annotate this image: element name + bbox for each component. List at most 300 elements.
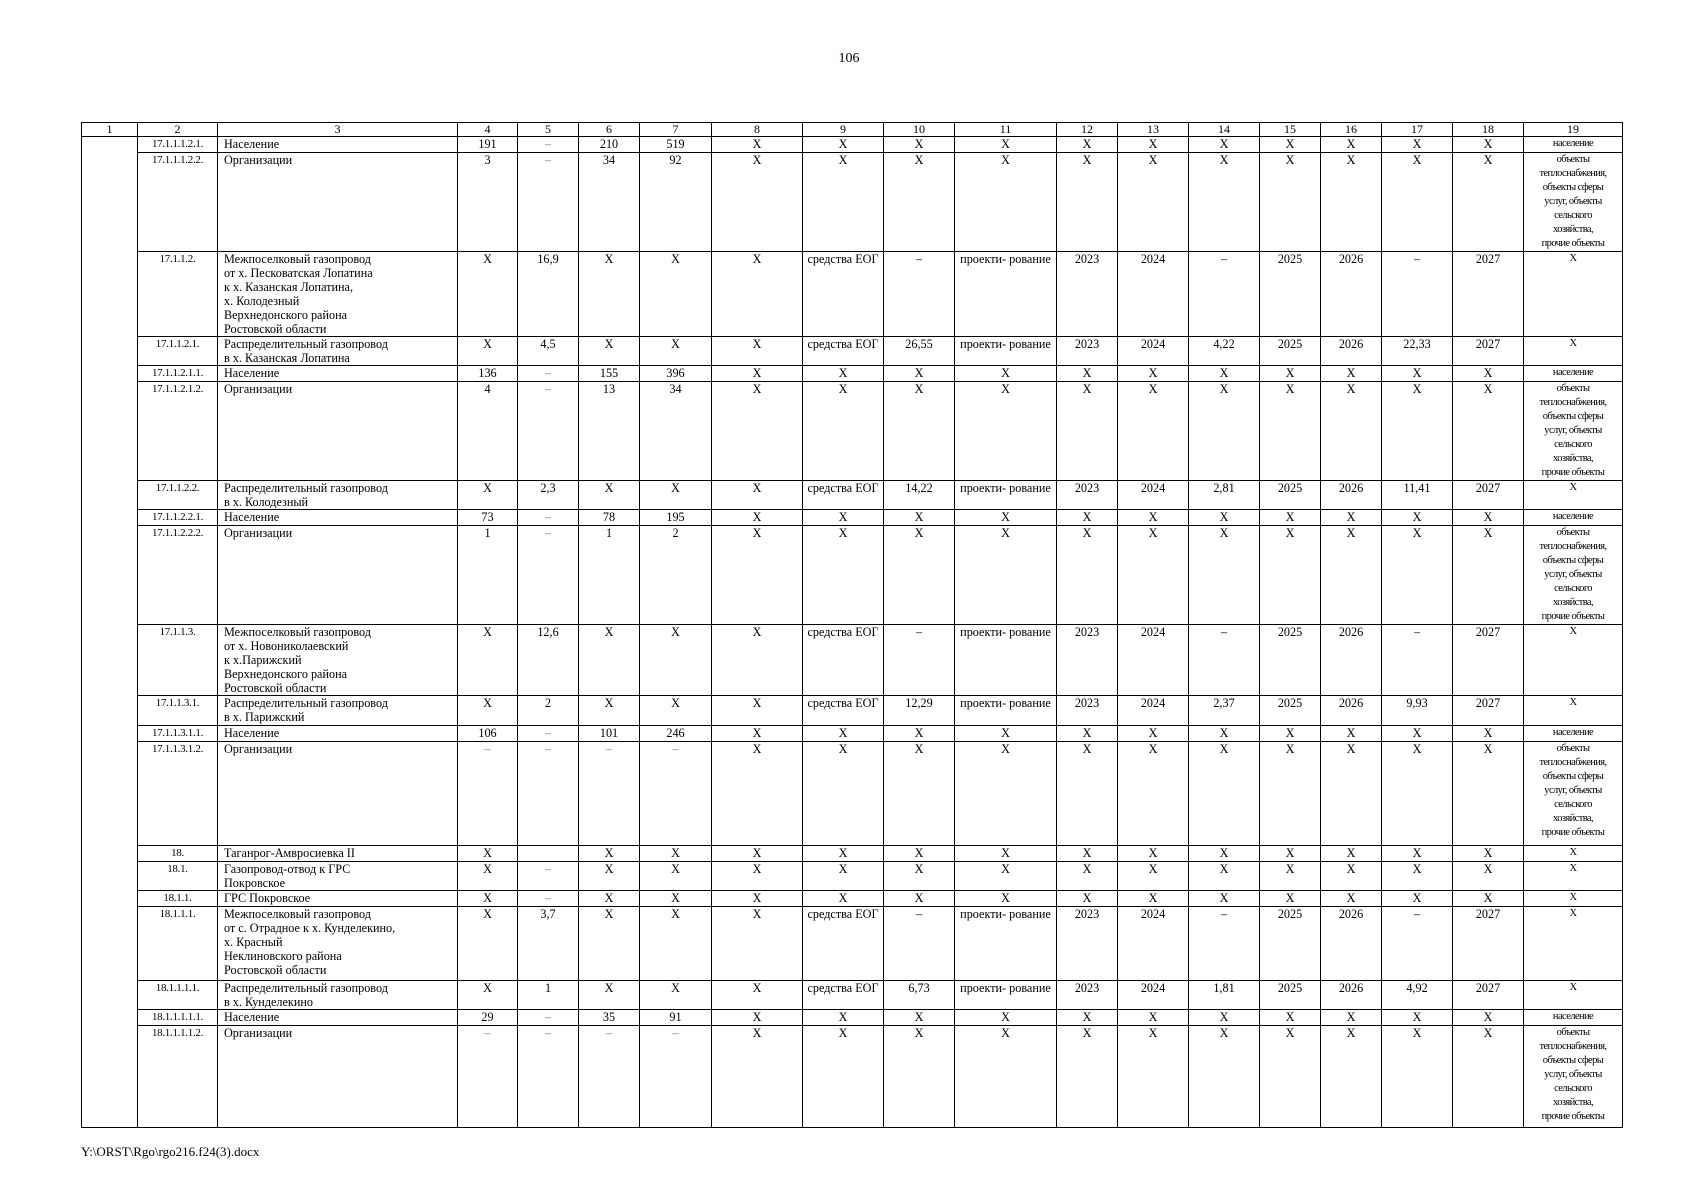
value-cell: средства ЕОГ — [803, 337, 884, 366]
row-number-cell: 17.1.1.2.2.2. — [138, 526, 218, 625]
value-cell: Х — [1118, 891, 1189, 907]
column-number-cell: 2 — [138, 123, 218, 137]
value-cell: Х — [803, 510, 884, 526]
value-cell: – — [884, 907, 955, 981]
section-number-cell — [82, 337, 138, 366]
value-cell: – — [518, 510, 579, 526]
value-cell: 2026 — [1321, 981, 1382, 1010]
value-cell: население — [1524, 510, 1623, 526]
value-cell: Х — [712, 846, 803, 862]
object-name-cell: Население — [218, 510, 458, 526]
value-cell: Х — [884, 846, 955, 862]
value-cell: Х — [1118, 526, 1189, 625]
value-cell: 2024 — [1118, 981, 1189, 1010]
value-cell: – — [1189, 907, 1260, 981]
value-cell: Х — [803, 1010, 884, 1026]
value-cell: Х — [1453, 366, 1524, 382]
value-cell: Х — [712, 1026, 803, 1128]
value-cell: – — [518, 1026, 579, 1128]
value-cell: проекти- рование — [955, 907, 1057, 981]
table-row — [82, 153, 1623, 252]
column-number-cell: 6 — [579, 123, 640, 137]
value-cell: Х — [955, 526, 1057, 625]
value-cell: 26,55 — [884, 337, 955, 366]
row-number-cell: 18.1.1.1. — [138, 907, 218, 981]
value-cell: 4,5 — [518, 337, 579, 366]
table-row — [82, 891, 1623, 907]
value-cell: Х — [1453, 137, 1524, 153]
section-number-cell — [82, 366, 138, 382]
value-cell: Х — [1057, 382, 1118, 481]
value-cell: Х — [955, 742, 1057, 846]
value-cell: 35 — [579, 1010, 640, 1026]
value-cell: Х — [458, 252, 518, 337]
value-cell: Х — [1057, 366, 1118, 382]
value-cell: Х — [712, 526, 803, 625]
value-cell: Х — [803, 366, 884, 382]
value-cell: Х — [1260, 891, 1321, 907]
value-cell: Х — [1453, 846, 1524, 862]
column-number-cell: 11 — [955, 123, 1057, 137]
section-number-cell — [82, 526, 138, 625]
object-name-cell: Газопровод-отвод к ГРС Покровское — [218, 862, 458, 891]
value-cell: Х — [640, 846, 712, 862]
value-cell: Х — [1118, 1026, 1189, 1128]
value-cell: – — [518, 891, 579, 907]
value-cell: население — [1524, 366, 1623, 382]
value-cell: проекти- рование — [955, 252, 1057, 337]
value-cell: 2023 — [1057, 981, 1118, 1010]
value-cell: Х — [803, 137, 884, 153]
row-number-cell: 17.1.1.2.2. — [138, 481, 218, 510]
value-cell: 2024 — [1118, 252, 1189, 337]
value-cell: 2025 — [1260, 981, 1321, 1010]
value-cell: Х — [458, 981, 518, 1010]
table-row — [82, 1010, 1623, 1026]
object-name-cell: Организации — [218, 526, 458, 625]
value-cell: 2027 — [1453, 252, 1524, 337]
value-cell: 195 — [640, 510, 712, 526]
value-cell: Х — [955, 862, 1057, 891]
value-cell: – — [884, 252, 955, 337]
value-cell: Х — [1382, 1026, 1453, 1128]
value-cell: Х — [458, 625, 518, 696]
value-cell: Х — [1189, 726, 1260, 742]
row-number-cell: 17.1.1.2.1.1. — [138, 366, 218, 382]
value-cell: Х — [1321, 153, 1382, 252]
value-cell: Х — [884, 526, 955, 625]
value-cell: Х — [884, 366, 955, 382]
value-cell: 191 — [458, 137, 518, 153]
row-number-cell: 17.1.1.3.1. — [138, 696, 218, 726]
value-cell: Х — [1189, 510, 1260, 526]
value-cell: Х — [955, 846, 1057, 862]
value-cell: Х — [1260, 510, 1321, 526]
value-cell: Х — [579, 337, 640, 366]
value-cell: Х — [1453, 891, 1524, 907]
value-cell: Х — [955, 153, 1057, 252]
value-cell: – — [518, 862, 579, 891]
value-cell: 34 — [579, 153, 640, 252]
section-number-cell — [82, 625, 138, 696]
value-cell: Х — [1453, 382, 1524, 481]
value-cell: 34 — [640, 382, 712, 481]
section-number-cell — [82, 252, 138, 337]
table-row — [82, 510, 1623, 526]
value-cell: Х — [1524, 891, 1623, 907]
value-cell: 4,22 — [1189, 337, 1260, 366]
investment-program-table — [81, 122, 1623, 1128]
value-cell — [518, 846, 579, 862]
value-cell: Х — [1382, 891, 1453, 907]
value-cell: 2025 — [1260, 696, 1321, 726]
table-row — [82, 625, 1623, 696]
value-cell: Х — [1382, 1010, 1453, 1026]
value-cell: – — [518, 137, 579, 153]
value-cell: Х — [1321, 526, 1382, 625]
value-cell: Х — [1382, 846, 1453, 862]
value-cell: Х — [1321, 862, 1382, 891]
value-cell: Х — [1524, 625, 1623, 696]
value-cell: Х — [579, 862, 640, 891]
section-number-cell — [82, 981, 138, 1010]
value-cell: Х — [458, 846, 518, 862]
row-number-cell: 17.1.1.3. — [138, 625, 218, 696]
value-cell: Х — [1057, 526, 1118, 625]
value-cell: Х — [458, 891, 518, 907]
value-cell: Х — [458, 481, 518, 510]
value-cell: Х — [1453, 1026, 1524, 1128]
value-cell: Х — [712, 137, 803, 153]
value-cell: 16,9 — [518, 252, 579, 337]
value-cell: 2023 — [1057, 625, 1118, 696]
value-cell: 13 — [579, 382, 640, 481]
value-cell: Х — [1057, 153, 1118, 252]
value-cell: Х — [640, 696, 712, 726]
value-cell: 78 — [579, 510, 640, 526]
value-cell: Х — [1189, 1026, 1260, 1128]
value-cell: 2025 — [1260, 252, 1321, 337]
value-cell: Х — [640, 481, 712, 510]
value-cell: Х — [1260, 1010, 1321, 1026]
object-name-cell: Население — [218, 366, 458, 382]
value-cell: 2026 — [1321, 252, 1382, 337]
value-cell: 2027 — [1453, 481, 1524, 510]
value-cell: Х — [1524, 481, 1623, 510]
object-name-cell: Организации — [218, 382, 458, 481]
value-cell: 2,81 — [1189, 481, 1260, 510]
value-cell: Х — [712, 510, 803, 526]
value-cell: Х — [1321, 846, 1382, 862]
value-cell: 2,3 — [518, 481, 579, 510]
value-cell: Х — [803, 1026, 884, 1128]
value-cell: 12,6 — [518, 625, 579, 696]
value-cell: средства ЕОГ — [803, 907, 884, 981]
value-cell: Х — [640, 252, 712, 337]
value-cell: проекти- рование — [955, 981, 1057, 1010]
row-number-cell: 18. — [138, 846, 218, 862]
value-cell: 136 — [458, 366, 518, 382]
table-row — [82, 726, 1623, 742]
value-cell: Х — [1260, 862, 1321, 891]
value-cell: Х — [955, 1010, 1057, 1026]
value-cell: Х — [1321, 891, 1382, 907]
value-cell: 2025 — [1260, 481, 1321, 510]
value-cell: Х — [1189, 862, 1260, 891]
value-cell: Х — [884, 891, 955, 907]
value-cell: средства ЕОГ — [803, 696, 884, 726]
object-name-cell: Межпоселковый газопровод от х. Новониколаевский к х.Парижский Верхнедонского района Ростовской области — [218, 625, 458, 696]
value-cell: Х — [884, 742, 955, 846]
column-number-cell: 4 — [458, 123, 518, 137]
value-cell: Х — [458, 862, 518, 891]
value-cell: – — [1189, 625, 1260, 696]
row-number-cell: 18.1.1.1.1. — [138, 981, 218, 1010]
value-cell: Х — [803, 726, 884, 742]
value-cell: Х — [1382, 366, 1453, 382]
row-number-cell: 17.1.1.3.1.2. — [138, 742, 218, 846]
value-cell: Х — [1321, 510, 1382, 526]
value-cell: Х — [1321, 742, 1382, 846]
value-cell: Х — [712, 696, 803, 726]
row-number-cell: 18.1.1.1.1.2. — [138, 1026, 218, 1128]
value-cell: – — [458, 1026, 518, 1128]
table-row — [82, 862, 1623, 891]
value-cell: Х — [1260, 846, 1321, 862]
value-cell: – — [518, 726, 579, 742]
value-cell: Х — [1260, 137, 1321, 153]
row-number-cell: 17.1.1.2. — [138, 252, 218, 337]
value-cell: Х — [884, 1010, 955, 1026]
object-name-cell: Распределительный газопровод в х. Кунделекино — [218, 981, 458, 1010]
value-cell: 1,81 — [1189, 981, 1260, 1010]
table-row — [82, 137, 1623, 153]
object-name-cell: Организации — [218, 742, 458, 846]
value-cell: Х — [1189, 742, 1260, 846]
value-cell: Х — [955, 137, 1057, 153]
value-cell: Х — [1118, 382, 1189, 481]
value-cell: 1 — [518, 981, 579, 1010]
value-cell: 2025 — [1260, 337, 1321, 366]
value-cell: 22,33 — [1382, 337, 1453, 366]
page-number: 106 — [838, 51, 860, 66]
value-cell: Х — [579, 481, 640, 510]
value-cell: Х — [1382, 726, 1453, 742]
value-cell: Х — [712, 153, 803, 252]
column-number-cell: 3 — [218, 123, 458, 137]
value-cell: 1 — [579, 526, 640, 625]
value-cell: 2026 — [1321, 696, 1382, 726]
value-cell: 2026 — [1321, 625, 1382, 696]
value-cell: 101 — [579, 726, 640, 742]
section-number-cell — [82, 481, 138, 510]
value-cell: 2024 — [1118, 337, 1189, 366]
value-cell: Х — [1321, 137, 1382, 153]
value-cell: средства ЕОГ — [803, 981, 884, 1010]
column-number-cell: 5 — [518, 123, 579, 137]
value-cell: Х — [712, 891, 803, 907]
value-cell: Х — [884, 137, 955, 153]
column-number-cell: 14 — [1189, 123, 1260, 137]
value-cell: Х — [1189, 366, 1260, 382]
value-cell: Х — [1189, 1010, 1260, 1026]
value-cell: Х — [803, 862, 884, 891]
value-cell: – — [518, 526, 579, 625]
column-number-row — [82, 123, 1623, 137]
value-cell: Х — [1382, 510, 1453, 526]
value-cell: Х — [1453, 1010, 1524, 1026]
value-cell: Х — [1321, 366, 1382, 382]
row-number-cell: 18.1.1. — [138, 891, 218, 907]
value-cell: Х — [458, 337, 518, 366]
value-cell: Х — [640, 862, 712, 891]
value-cell: – — [579, 742, 640, 846]
value-cell: Х — [884, 382, 955, 481]
value-cell: 92 — [640, 153, 712, 252]
object-name-cell: Население — [218, 726, 458, 742]
value-cell: 2023 — [1057, 907, 1118, 981]
column-number-cell: 8 — [712, 123, 803, 137]
value-cell: 2023 — [1057, 252, 1118, 337]
value-cell: Х — [458, 907, 518, 981]
value-cell: – — [1382, 907, 1453, 981]
column-number-cell: 16 — [1321, 123, 1382, 137]
value-cell: объекты теплоснабжения, объекты сферы услуг, объекты сельского хозяйства, прочие объекты — [1524, 382, 1623, 481]
value-cell: проекти- рование — [955, 625, 1057, 696]
value-cell: Х — [1118, 153, 1189, 252]
value-cell: – — [1189, 252, 1260, 337]
section-number-cell — [82, 1010, 138, 1026]
value-cell: Х — [1524, 846, 1623, 862]
section-number-cell — [82, 382, 138, 481]
value-cell: Х — [1189, 891, 1260, 907]
value-cell: средства ЕОГ — [803, 481, 884, 510]
value-cell: 2025 — [1260, 907, 1321, 981]
value-cell: 2024 — [1118, 907, 1189, 981]
value-cell: Х — [1382, 153, 1453, 252]
column-number-cell: 17 — [1382, 123, 1453, 137]
value-cell: Х — [1118, 1010, 1189, 1026]
value-cell: Х — [579, 907, 640, 981]
value-cell: Х — [1524, 907, 1623, 981]
section-number-cell — [82, 742, 138, 846]
value-cell: 2023 — [1057, 696, 1118, 726]
value-cell: 2027 — [1453, 981, 1524, 1010]
value-cell: – — [518, 742, 579, 846]
value-cell: 2027 — [1453, 337, 1524, 366]
column-number-cell: 18 — [1453, 123, 1524, 137]
value-cell: Х — [1118, 510, 1189, 526]
value-cell: проекти- рование — [955, 481, 1057, 510]
value-cell: – — [1382, 625, 1453, 696]
value-cell: Х — [1189, 153, 1260, 252]
value-cell: 29 — [458, 1010, 518, 1026]
value-cell: средства ЕОГ — [803, 625, 884, 696]
value-cell: население — [1524, 137, 1623, 153]
value-cell: Х — [1118, 366, 1189, 382]
value-cell: Х — [955, 1026, 1057, 1128]
value-cell: Х — [1382, 382, 1453, 481]
value-cell: Х — [1057, 1010, 1118, 1026]
value-cell: Х — [1057, 742, 1118, 846]
table-row — [82, 1026, 1623, 1128]
footer-file-path: Y:\ORST\Rgo\rgo216.f24(3).docx — [81, 1144, 260, 1159]
value-cell: 2023 — [1057, 337, 1118, 366]
value-cell: Х — [1453, 862, 1524, 891]
value-cell: 2027 — [1453, 907, 1524, 981]
value-cell: 73 — [458, 510, 518, 526]
table-row — [82, 846, 1623, 862]
column-number-cell: 19 — [1524, 123, 1623, 137]
row-number-cell: 17.1.1.2.1. — [138, 337, 218, 366]
value-cell: Х — [712, 625, 803, 696]
section-number-cell — [82, 907, 138, 981]
section-number-cell — [82, 510, 138, 526]
value-cell: Х — [955, 891, 1057, 907]
object-name-cell: Межпоселковый газопровод от с. Отрадное к х. Кунделекино, х. Красный Неклиновского района Ростовской области — [218, 907, 458, 981]
value-cell: Х — [803, 891, 884, 907]
table-row — [82, 742, 1623, 846]
row-number-cell: 17.1.1.1.2.1. — [138, 137, 218, 153]
row-number-cell: 17.1.1.2.2.1. — [138, 510, 218, 526]
value-cell: Х — [1524, 252, 1623, 337]
value-cell: 4 — [458, 382, 518, 481]
value-cell: Х — [640, 907, 712, 981]
value-cell: население — [1524, 726, 1623, 742]
value-cell: Х — [1057, 862, 1118, 891]
value-cell: Х — [1382, 862, 1453, 891]
object-name-cell: Таганрог-Амвросиевка II — [218, 846, 458, 862]
value-cell: Х — [1260, 742, 1321, 846]
section-number-cell — [82, 696, 138, 726]
value-cell: 1 — [458, 526, 518, 625]
value-cell: Х — [1524, 337, 1623, 366]
value-cell: Х — [579, 981, 640, 1010]
section-number-cell — [82, 862, 138, 891]
column-number-cell: 12 — [1057, 123, 1118, 137]
row-number-cell: 17.1.1.1.2.2. — [138, 153, 218, 252]
value-cell: Х — [1118, 862, 1189, 891]
value-cell: Х — [1189, 846, 1260, 862]
object-name-cell: Межпоселковый газопровод от х. Песковатская Лопатина к х. Казанская Лопатина, х. Колодезный Верхнедонского района Ростовской области — [218, 252, 458, 337]
value-cell: Х — [579, 625, 640, 696]
value-cell: Х — [712, 907, 803, 981]
table-row — [82, 907, 1623, 981]
value-cell: Х — [1453, 742, 1524, 846]
value-cell: Х — [955, 510, 1057, 526]
value-cell: Х — [884, 153, 955, 252]
table-row — [82, 382, 1623, 481]
value-cell: Х — [712, 252, 803, 337]
value-cell: Х — [579, 252, 640, 337]
value-cell: Х — [1118, 726, 1189, 742]
column-number-cell: 1 — [82, 123, 138, 137]
value-cell: Х — [579, 846, 640, 862]
table-row — [82, 252, 1623, 337]
value-cell: Х — [1118, 137, 1189, 153]
value-cell: Х — [712, 981, 803, 1010]
value-cell: объекты теплоснабжения, объекты сферы услуг, объекты сельского хозяйства, прочие объекты — [1524, 153, 1623, 252]
value-cell: Х — [1189, 382, 1260, 481]
value-cell: 14,22 — [884, 481, 955, 510]
value-cell: Х — [1453, 153, 1524, 252]
value-cell: Х — [1118, 846, 1189, 862]
value-cell: Х — [803, 526, 884, 625]
value-cell: 91 — [640, 1010, 712, 1026]
value-cell: 9,93 — [1382, 696, 1453, 726]
value-cell: Х — [712, 862, 803, 891]
value-cell: 2026 — [1321, 481, 1382, 510]
